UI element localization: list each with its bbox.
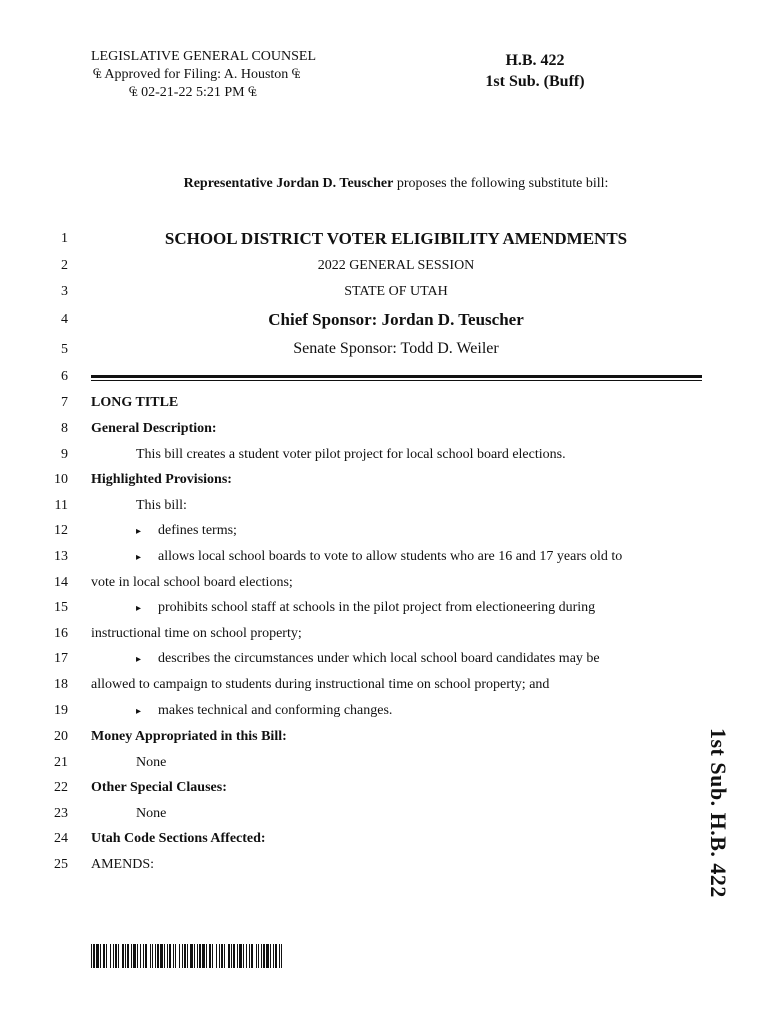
line-number: 13 — [54, 549, 68, 564]
proposal-text: proposes the following substitute bill: — [393, 176, 609, 191]
heading-code-sections: Utah Code Sections Affected: — [91, 831, 266, 846]
amends-label: AMENDS: — [91, 857, 155, 872]
line-number: 8 — [61, 421, 68, 436]
bill-title: SCHOOL DISTRICT VOTER ELIGIBILITY AMENDMENTS — [164, 229, 628, 248]
chief-sponsor: Chief Sponsor: Jordan D. Teuscher — [268, 310, 524, 329]
bullet-icon: ▸ — [136, 706, 142, 717]
heading-money-appropriated: Money Appropriated in this Bill: — [91, 729, 287, 744]
counsel-header — [91, 48, 316, 102]
heading-highlighted-provisions: Highlighted Provisions: — [91, 472, 232, 487]
line-number: 9 — [61, 447, 68, 462]
line-number: 5 — [61, 342, 68, 357]
proposal-line — [0, 176, 770, 192]
approval-line: ₠ Approved for Filing: A. Houston ₠ — [93, 67, 301, 82]
provision-continuation: allowed to campaign to students during instructional time on school property; and — [91, 677, 550, 692]
line-number: 7 — [61, 395, 68, 410]
line-number: 19 — [54, 703, 68, 718]
senate-sponsor: Senate Sponsor: Todd D. Weiler — [293, 340, 499, 357]
provisions-intro: This bill: — [136, 498, 187, 513]
bullet-icon: ▸ — [136, 654, 142, 665]
line-number: 14 — [54, 575, 68, 590]
bill-number: H.B. 422 — [505, 52, 565, 69]
side-bill-label: 1st Sub. H.B. 422 — [706, 728, 731, 898]
title-rule-thin — [91, 380, 702, 381]
bullet-icon: ▸ — [136, 526, 142, 537]
title-rule — [91, 375, 702, 378]
section-heading-long-title: LONG TITLE — [91, 395, 179, 410]
description-text: This bill creates a student voter pilot project for local school board elections. — [136, 447, 566, 462]
provision-item: describes the circumstances under which local school board candidates may be — [158, 651, 600, 666]
line-number: 1 — [61, 231, 68, 246]
proposal-sponsor: Representative Jordan D. Teuscher — [183, 176, 394, 191]
provision-item: allows local school boards to vote to allow students who are 16 and 17 years old to — [158, 549, 623, 564]
line-number: 11 — [54, 498, 68, 513]
special-clauses-value: None — [136, 806, 167, 821]
provision-continuation: instructional time on school property; — [91, 626, 302, 641]
line-number: 20 — [54, 729, 68, 744]
bullet-icon: ▸ — [136, 552, 142, 563]
line-number: 12 — [54, 523, 68, 538]
approval-datetime: ₠ 02-21-22 5:21 PM ₠ — [129, 85, 257, 100]
line-number: 15 — [54, 600, 68, 615]
provision-item: makes technical and conforming changes. — [158, 703, 393, 718]
provision-continuation: vote in local school board elections; — [91, 575, 293, 590]
line-number: 24 — [54, 831, 68, 846]
state-label: STATE OF UTAH — [344, 284, 448, 299]
line-number: 18 — [54, 677, 68, 692]
barcode-icon — [91, 944, 284, 968]
line-number: 3 — [61, 284, 68, 299]
line-number: 10 — [54, 472, 68, 487]
session-label: 2022 GENERAL SESSION — [317, 258, 475, 273]
line-number: 22 — [54, 780, 68, 795]
line-number: 2 — [61, 258, 68, 273]
line-number: 16 — [54, 626, 68, 641]
bill-id-header — [470, 50, 600, 92]
provision-item: prohibits school staff at schools in the pilot project from electioneering during — [158, 600, 596, 615]
line-number: 25 — [54, 857, 68, 872]
line-number: 6 — [61, 369, 68, 384]
line-number: 21 — [54, 755, 68, 770]
bullet-icon: ▸ — [136, 603, 142, 614]
line-number: 23 — [54, 806, 68, 821]
line-number: 17 — [54, 651, 68, 666]
bill-substitute: 1st Sub. (Buff) — [485, 73, 585, 90]
line-number: 4 — [61, 312, 68, 327]
heading-special-clauses: Other Special Clauses: — [91, 780, 227, 795]
money-appropriated-value: None — [136, 755, 167, 770]
heading-general-description: General Description: — [91, 421, 217, 436]
counsel-name: LEGISLATIVE GENERAL COUNSEL — [91, 49, 317, 64]
provision-item: defines terms; — [158, 523, 237, 538]
